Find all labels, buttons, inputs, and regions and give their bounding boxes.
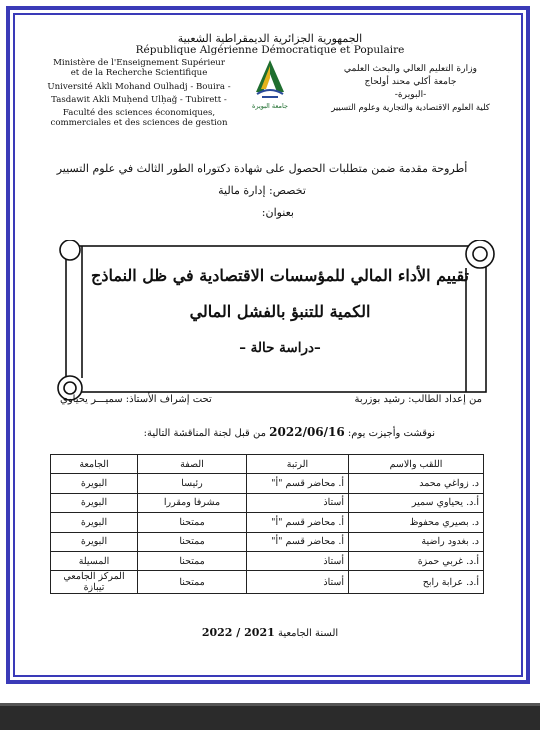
jury-role: ممتحنا — [138, 551, 247, 570]
thesis-subtitle: –دراسة حالة – — [239, 340, 321, 356]
table-row — [51, 551, 484, 570]
col-role: الصفة — [138, 455, 247, 474]
table-row — [51, 493, 484, 512]
thesis-intro-block — [32, 158, 492, 224]
university-berber-line: Tasdawit Akli Muḥend Ulḥağ - Tubirett - — [51, 94, 227, 105]
year-prefix: السنة الجامعية — [277, 628, 339, 639]
jury-role: مشرفا ومقررا — [138, 493, 247, 512]
year-value: 2021 / 2022 — [201, 626, 275, 639]
jury-name: أ.د. يحياوي سمير — [349, 493, 484, 512]
faculty-line-1: Faculté des sciences économiques, — [62, 108, 216, 119]
jury-name: د. بصيري محفوظ — [349, 513, 484, 532]
table-row — [51, 513, 484, 532]
jury-rank: أ. محاضر قسم "أ" — [247, 532, 349, 551]
jury-name: د. زواغي محمد — [349, 474, 484, 493]
jury-name: د. بغدود راضية — [349, 532, 484, 551]
jury-university: البويرة — [51, 513, 138, 532]
jury-university: البويرة — [51, 532, 138, 551]
specialty: تخصص: إدارة مالية — [218, 184, 306, 197]
col-university: الجامعة — [51, 455, 138, 474]
table-row — [51, 532, 484, 551]
french-institution-block — [44, 58, 234, 129]
defense-suffix: من قبل لجنة المناقشة التالية: — [143, 428, 266, 439]
university-logo — [247, 56, 293, 110]
university-line: Université Akli Mohand Oulhadj - Bouira - — [47, 81, 231, 92]
jury-role: ممتحنا — [138, 571, 247, 594]
jury-role: رئيسا — [138, 474, 247, 493]
arabic-institution-block — [323, 62, 498, 114]
ministry-line-1: Ministère de l'Enseignement Supérieur — [53, 58, 225, 68]
jury-university: المركز الجامعي تيبازة — [51, 571, 138, 594]
jury-rank: أ. محاضر قسم "أ" — [247, 513, 349, 532]
thesis-title — [70, 258, 490, 330]
jury-rank: أستاذ — [247, 551, 349, 570]
university-ar: جامعة أكلي محند أولحاج — [364, 76, 457, 87]
faculty-line-2: commerciales et des sciences de gestion — [50, 118, 228, 129]
french-republic-title: République Algérienne Démocratique et Populaire — [135, 44, 405, 56]
col-rank: الرتبة — [247, 455, 349, 474]
jury-university: البويرة — [51, 493, 138, 512]
title-label: بعنوان: — [261, 206, 294, 219]
jury-table — [50, 454, 484, 594]
thesis-intro: أطروحة مقدمة ضمن متطلبات الحصول على شهادة دكتوراه الطور الثالث في علوم التسيير — [56, 162, 468, 175]
jury-header-row — [51, 455, 484, 474]
jury-name: أ.د. غربي حمزة — [349, 551, 484, 570]
jury-university: البويرة — [51, 474, 138, 493]
arabic-republic-title: الجمهورية الجزائرية الديمقراطية الشعبية — [177, 32, 363, 45]
defense-prefix: نوقشت وأجيزت يوم: — [347, 428, 435, 439]
jury-rank: أ. محاضر قسم "أ" — [247, 474, 349, 493]
table-row — [51, 571, 484, 594]
jury-name: أ.د. عرابة رابح — [349, 571, 484, 594]
thesis-title-line-2: الكمية للتنبؤ بالفشل المالي — [189, 302, 371, 321]
ministry-ar: وزارة التعليم العالي والبحث العلمي — [343, 63, 478, 74]
supervised-by: تحت إشراف الأستاذ: سميـــر يحياوي — [60, 394, 212, 405]
thesis-title-line-1: تقييم الأداء المالي للمؤسسات الاقتصادية في ظل النماذج — [91, 266, 469, 285]
jury-rank: أستاذ — [247, 493, 349, 512]
jury-role: ممتحنا — [138, 532, 247, 551]
viewer-bottom-bar — [0, 706, 540, 730]
city-ar: -البويرة- — [394, 89, 427, 100]
table-row — [51, 474, 484, 493]
prepared-by: من إعداد الطالب: رشيد بوزربة — [354, 394, 482, 405]
jury-university: المسيلة — [51, 551, 138, 570]
logo-caption: جامعة البويرة — [251, 102, 289, 110]
authors-line — [60, 394, 482, 405]
jury-role: ممتحنا — [138, 513, 247, 532]
defense-date: 2022/06/16 — [269, 425, 345, 439]
defense-line — [144, 425, 435, 439]
col-name: اللقب والاسم — [349, 455, 484, 474]
jury-rank: أستاذ — [247, 571, 349, 594]
academic-year — [0, 626, 540, 639]
faculty-ar: كلية العلوم الاقتصادية والتجارية وعلوم التسيير — [331, 102, 490, 112]
ministry-line-2: et de la Recherche Scientifique — [70, 68, 208, 79]
